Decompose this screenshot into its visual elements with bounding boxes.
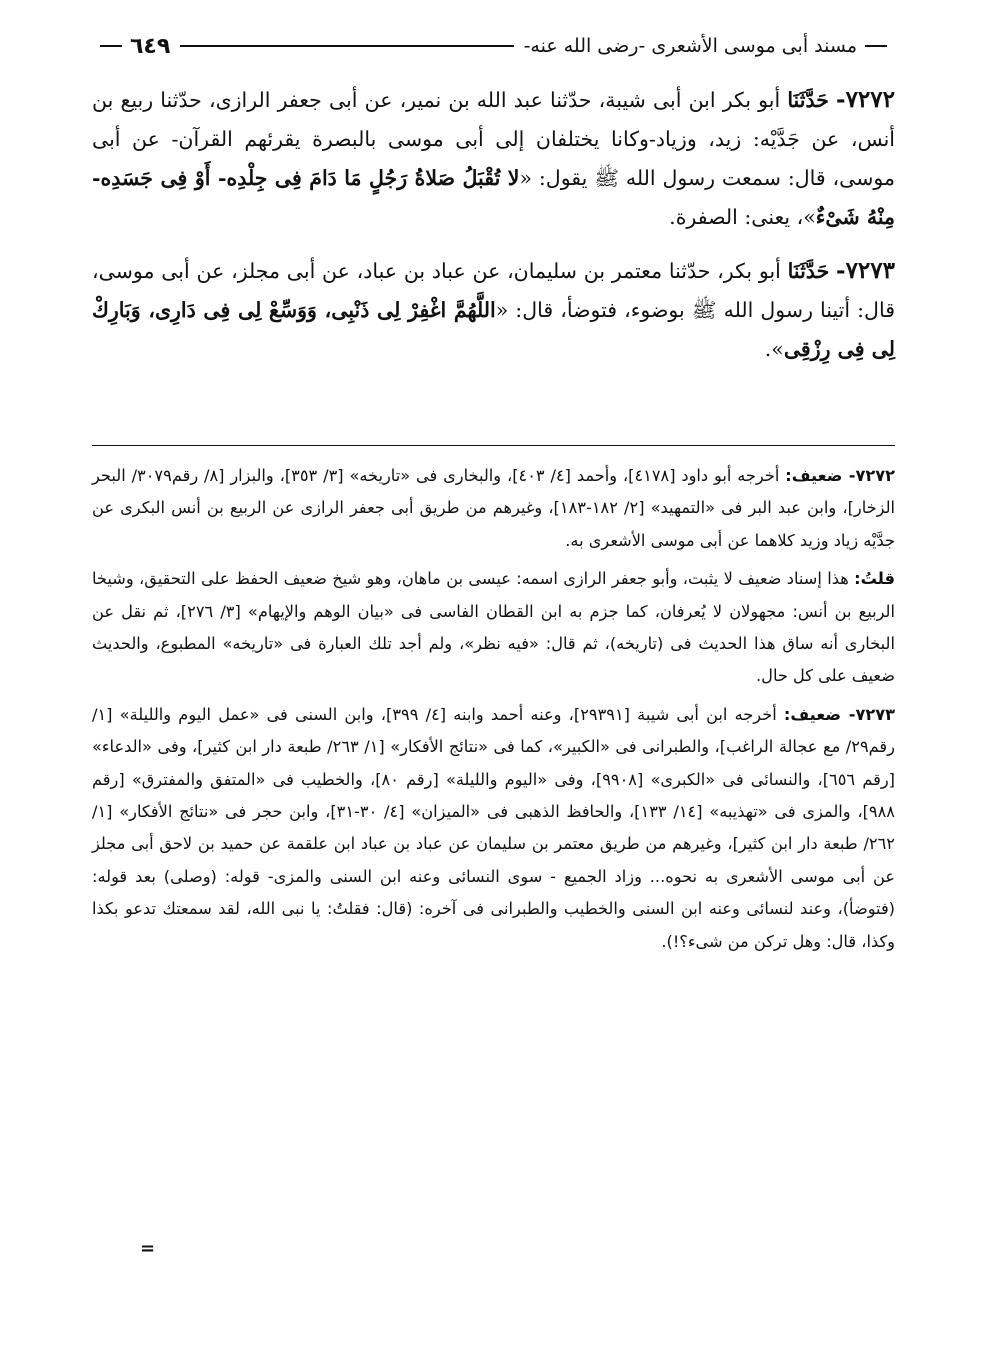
continuation-mark: = xyxy=(140,1238,156,1259)
running-header xyxy=(92,28,895,64)
hadith-isnad: أبو بكر، حدّثنا معتمر بن سليمان، عن عباد بن عباد، عن أبى مجلز، عن أبى موسى، قال: أتينا رسول الله ﷺ بوضوء، فتوضأ، قال: « xyxy=(92,259,895,322)
hadith-lead: حَدَّثَنَا xyxy=(787,259,830,283)
note-7272 xyxy=(92,460,895,557)
hadith-tail: ». xyxy=(764,337,784,361)
note-qultu xyxy=(92,563,895,693)
footnotes xyxy=(92,460,895,964)
footnote-separator xyxy=(92,445,895,446)
note-text: أخرجه أبو داود [٤١٧٨]، وأحمد [٤/ ٤٠٣]، والبخارى فى «تاريخه» [٣/ ٣٥٣]، والبزار [٨/ رقم٣٠٧٩/ البحر الزخار]، وابن عبد البر فى «التمهيد» [٢/ ١٨٢-١٨٣]، وغيرهم من طريق أبى جعفر الرازى عن الربيع بن أنس البكرى عن جدَّيْه زياد وزيد كلاهما عن أبى موسى الأشعرى به. xyxy=(92,466,895,550)
header-rule xyxy=(180,45,513,47)
hadith-number: ٧٢٧٢- xyxy=(836,86,895,113)
note-label: ٧٢٧٢- ضعيف: xyxy=(785,466,895,485)
note-text: هذا إسناد ضعيف لا يثبت، وأبو جعفر الرازى اسمه: عيسى بن ماهان، وهو شيخ ضعيف الحفظ على التحقيق، وشيخا الربيع بن أنس: مجهولان لا يُعرفان، كما جزم به ابن القطان الفاسى فى «بيان الوهم والإيهام» [٣/ ٢٧٦]، ثم نقل عن البخارى أنه ساق هذا الحديث فى (تاريخه)، ثم قال: «فيه نظر»، ولم أجد تلك العبارة فى «تاريخه» المطبوع، والحديث ضعيف على كل حال. xyxy=(92,569,895,686)
hadith-matn: اللَّهُمَّ اغْفِرْ لِى ذَنْبِى، وَوَسِّعْ لِى فِى دَارِى، وَبَارِكْ لِى فِى رِزْقِى xyxy=(92,298,895,361)
note-label: قلتُ: xyxy=(854,569,895,589)
header-dash-right xyxy=(865,45,887,47)
note-7273 xyxy=(92,699,895,958)
hadith-7272 xyxy=(92,80,895,237)
hadith-isnad: أبو بكر ابن أبى شيبة، حدّثنا عبد الله بن نمير، عن أبى جعفر الرازى، حدّثنا ربيع بن أنس، عن جَدَّيْه: زيد، وزياد-وكانا يختلفان إلى أبى موسى بالبصرة يقرئهم القرآن- عن أبى موسى، قال: سمعت رسول الله ﷺ يقول: « xyxy=(92,88,895,190)
hadith-tail: »، يعنى: الصفرة. xyxy=(669,205,816,229)
header-dash-left xyxy=(100,45,122,47)
hadith-lead: حَدَّثَنَا xyxy=(787,88,829,112)
hadith-matn: لا تُقْبَلُ صَلاةُ رَجُلٍ مَا دَامَ فِى جِلْدِه- أَوْ فِى جَسَدِه- مِنْهُ شَىْءٌ xyxy=(92,166,895,229)
page-number: ٦٤٩ xyxy=(130,33,171,59)
hadith-7273 xyxy=(92,251,895,369)
note-label: ٧٢٧٣- ضعيف: xyxy=(783,704,895,724)
header-title: مسند أبى موسى الأشعرى -رضى الله عنه- xyxy=(523,35,857,57)
main-text xyxy=(92,80,895,383)
note-text: أخرجه ابن أبى شيبة [٢٩٣٩١]، وعنه أحمد وابنه [٤/ ٣٩٩]، وابن السنى فى «عمل اليوم والليلة» [١/ رقم٢٩/ مع عجالة الراغب]، والطبرانى فى «الكبير»، كما فى «نتائج الأفكار» [١/ ٢٦٣/ طبعة دار ابن كثير]، وفى «الدعاء» [رقم ٦٥٦]، والنسائى فى «الكبرى» [٩٩٠٨]، وفى «اليوم والليلة» [رقم ٨٠]، والخطيب فى «المتفق والمفترق» [رقم ٩٨٨]، والمزى فى «تهذيبه» [١٤/ ١٣٣]، والحافظ الذهبى فى «الميزان» [٤/ ٣٠-٣١]، وابن حجر فى «نتائج الأفكار» [١/ ٢٦٢/ طبعة دار ابن كثير]، وغيرهم من طريق معتمر بن سليمان عن عباد بن عباد ابن علقمة عن حميد بن لاحق أبى مجلز عن أبى موسى الأشعرى به نحوه... وزاد الجميع - سوى النسائى وعنه ابن السنى والمزى- قوله: (وصلى) بعد قوله: (فتوضأ)، وعند لنسائى وعنه ابن السنى والخطيب والطبرانى فى آخره: (قال: فقلتُ: يا نبى الله، لقد سمعتك تدعو بكذا وكذا، قال: وهل تركن من شىء؟!). xyxy=(92,704,896,951)
hadith-number: ٧٢٧٣- xyxy=(836,257,895,284)
